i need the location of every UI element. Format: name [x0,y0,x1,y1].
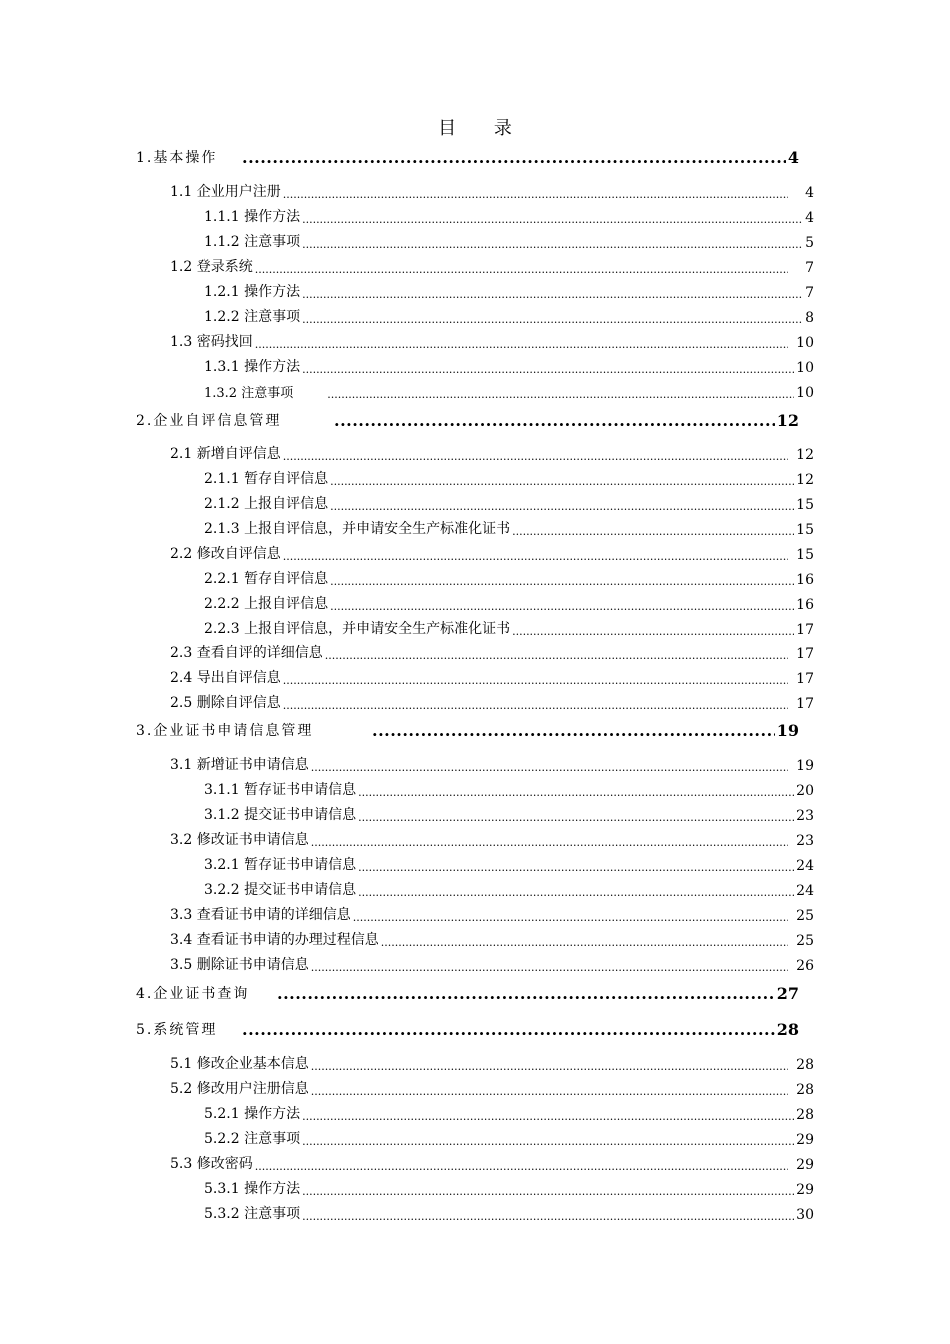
toc-sub-label: 5.2.1 操作方法 [204,1106,301,1122]
toc-sub-2-1-2[interactable] [204,494,814,513]
toc-leader [302,1210,794,1223]
toc-chapter-4[interactable] [136,983,799,1003]
toc-leader [353,911,788,924]
toc-chapter-label: 4.企业证书查询 [136,986,250,1002]
toc-page-number: 27 [776,984,799,1003]
toc-page-number: 12 [796,447,814,463]
toc-sub-5-3-1[interactable] [204,1179,814,1198]
toc-sub-label: 1.1.1 操作方法 [204,209,301,225]
toc-sub-label: 1.3.1 操作方法 [204,359,301,375]
toc-page-number: 4 [805,210,814,226]
toc-leader [512,625,794,638]
toc-page-number: 17 [796,696,814,712]
toc-section-2-5[interactable] [170,693,814,712]
toc-leader [302,288,803,301]
toc-leader [255,338,788,351]
toc-leader [512,525,794,538]
toc-section-5-3[interactable] [170,1154,814,1173]
toc-page-number: 28 [776,1020,799,1039]
toc-sub-label: 2.2.2 上报自评信息 [204,596,329,612]
toc-section-label: 3.3 查看证书申请的详细信息 [170,907,351,923]
toc-page-number: 17 [796,622,814,638]
toc-title: 目 录 [438,118,528,139]
toc-leader [330,475,794,488]
toc-leader [330,575,794,588]
toc-page-number: 30 [796,1207,814,1223]
toc-sub-label: 3.2.1 暂存证书申请信息 [204,857,357,873]
toc-leader [302,238,803,251]
toc-leader [255,263,788,276]
toc-sub-label: 1.1.2 注意事项 [204,234,301,250]
toc-section-3-2[interactable] [170,830,814,849]
toc-section-3-5[interactable] [170,955,814,974]
toc-page-number: 5 [805,235,814,251]
toc-sub-2-1-3[interactable] [204,519,814,538]
toc-chapter-label: 3.企业证书申请信息管理 [136,723,314,739]
toc-page-number: 24 [796,883,814,899]
toc-page-number: 26 [796,958,814,974]
toc-page-number: 16 [796,572,814,588]
toc-sub-label: 5.3.1 操作方法 [204,1181,301,1197]
toc-page-number: 29 [796,1157,814,1173]
toc-section-label: 1.3 密码找回 [170,334,253,350]
toc-section-label: 3.1 新增证书申请信息 [170,757,309,773]
toc-sub-label: 1.3.2 注意事项 [204,386,294,401]
toc-page-number: 16 [796,597,814,613]
toc-leader [358,886,794,899]
toc-page-number: 15 [796,547,814,563]
toc-page-number: 29 [796,1132,814,1148]
toc-sub-label: 3.2.2 提交证书申请信息 [204,882,357,898]
toc-page-number: 8 [805,310,814,326]
toc-sub-2-2-3[interactable] [204,619,814,638]
toc-section-label: 3.4 查看证书申请的办理过程信息 [170,932,379,948]
toc-sub-2-2-2[interactable] [204,594,814,613]
toc-page-number: 29 [796,1182,814,1198]
toc-page-number: 25 [796,908,814,924]
toc-sub-1-2-1[interactable] [204,282,814,301]
toc-sub-3-2-1[interactable] [204,855,814,874]
toc-section-2-1[interactable] [170,444,814,463]
toc-page-number: 10 [796,385,814,401]
toc-leader [283,550,788,563]
toc-leader [255,1160,788,1173]
toc-page-number: 17 [796,646,814,662]
toc-sub-1-3-2[interactable] [204,382,814,401]
toc-section-label: 2.2 修改自评信息 [170,546,281,562]
toc-sub-1-3-1[interactable] [204,357,814,376]
toc-section-2-3[interactable] [170,643,814,662]
toc-sub-label: 3.1.2 提交证书申请信息 [204,807,357,823]
toc-leader [330,500,794,513]
toc-leader [381,936,788,949]
toc-sub-2-2-1[interactable] [204,569,814,588]
toc-leader [358,786,794,799]
toc-sub-label: 2.1.2 上报自评信息 [204,496,329,512]
toc-page-number: 4 [805,185,814,201]
toc-page-number: 7 [805,260,814,276]
toc-section-label: 1.1 企业用户注册 [170,184,281,200]
toc-leader [283,450,788,463]
toc-section-1-1[interactable] [170,182,814,201]
toc-leader [242,148,786,167]
toc-sub-1-1-1[interactable] [204,207,814,226]
toc-section-2-2[interactable] [170,544,814,563]
toc-section-label: 3.5 删除证书申请信息 [170,957,309,973]
toc-leader [302,313,803,326]
toc-leader [311,1085,788,1098]
toc-sub-label: 1.2.2 注意事项 [204,309,301,325]
toc-page-number: 10 [796,335,814,351]
toc-leader [277,984,775,1003]
toc-section-label: 3.2 修改证书申请信息 [170,832,309,848]
toc-page-number: 19 [796,758,814,774]
toc-section-1-3[interactable] [170,332,814,351]
toc-sub-1-1-2[interactable] [204,232,814,251]
toc-leader [283,699,788,712]
toc-section-label: 5.2 修改用户注册信息 [170,1081,309,1097]
toc-section-label: 2.4 导出自评信息 [170,670,281,686]
toc-chapter-3[interactable] [136,720,799,740]
toc-leader [311,836,788,849]
toc-page-number: 24 [796,858,814,874]
toc-page-number: 4 [787,148,799,167]
toc-section-label: 2.3 查看自评的详细信息 [170,645,323,661]
toc-leader [242,1020,775,1039]
toc-leader [283,674,788,687]
toc-section-label: 5.1 修改企业基本信息 [170,1056,309,1072]
toc-page-number: 12 [796,472,814,488]
toc-leader [372,721,775,740]
toc-page-number: 28 [796,1057,814,1073]
toc-chapter-2[interactable] [136,410,799,430]
toc-section-3-4[interactable] [170,930,814,949]
toc-section-5-2[interactable] [170,1079,814,1098]
toc-section-5-1[interactable] [170,1054,814,1073]
toc-leader [302,1185,794,1198]
toc-leader [283,188,788,201]
toc-sub-label: 1.2.1 操作方法 [204,284,301,300]
toc-leader [302,1135,794,1148]
toc-section-label: 1.2 登录系统 [170,259,253,275]
toc-page-number: 28 [796,1107,814,1123]
toc-page-number: 23 [796,808,814,824]
toc-leader [358,861,794,874]
toc-chapter-label: 1.基本操作 [136,150,218,166]
toc-page-number: 15 [796,522,814,538]
toc-sub-3-2-2[interactable] [204,880,814,899]
toc-leader [330,600,794,613]
toc-section-3-3[interactable] [170,905,814,924]
toc-page-number: 7 [805,285,814,301]
toc-section-label: 2.5 删除自评信息 [170,695,281,711]
toc-page-number: 12 [776,411,799,430]
toc-sub-label: 5.3.2 注意事项 [204,1206,301,1222]
toc-chapter-1[interactable] [136,147,799,167]
toc-leader [311,1060,788,1073]
toc-page-number: 17 [796,671,814,687]
toc-page-number: 23 [796,833,814,849]
toc-page-number: 15 [796,497,814,513]
toc-leader [327,388,794,401]
toc-sub-2-1-1[interactable] [204,469,814,488]
toc-sub-5-2-1[interactable] [204,1104,814,1123]
toc-leader [302,1110,794,1123]
toc-section-3-1[interactable] [170,755,814,774]
toc-chapter-label: 2.企业自评信息管理 [136,413,282,429]
toc-sub-5-2-2[interactable] [204,1129,814,1148]
toc-sub-label: 5.2.2 注意事项 [204,1131,301,1147]
toc-leader [311,961,788,974]
toc-section-label: 5.3 修改密码 [170,1156,253,1172]
toc-sub-label: 2.2.1 暂存自评信息 [204,571,329,587]
toc-sub-label: 3.1.1 暂存证书申请信息 [204,782,357,798]
toc-leader [325,649,788,662]
toc-section-label: 2.1 新增自评信息 [170,446,281,462]
toc-sub-1-2-2[interactable] [204,307,814,326]
toc-sub-3-1-1[interactable] [204,780,814,799]
toc-chapter-label: 5.系统管理 [136,1022,218,1038]
toc-section-1-2[interactable] [170,257,814,276]
toc-page-number: 28 [796,1082,814,1098]
toc-sub-label: 2.2.3 上报自评信息，并申请安全生产标准化证书 [204,621,511,637]
toc-leader [358,811,794,824]
toc-page-number: 20 [796,783,814,799]
toc-leader [302,363,794,376]
toc-page-number: 19 [776,721,799,740]
toc-sub-label: 2.1.3 上报自评信息，并申请安全生产标准化证书 [204,521,511,537]
toc-leader [302,213,803,226]
toc-leader [334,411,775,430]
toc-chapter-5[interactable] [136,1019,799,1039]
toc-page-number: 25 [796,933,814,949]
toc-sub-3-1-2[interactable] [204,805,814,824]
toc-sub-label: 2.1.1 暂存自评信息 [204,471,329,487]
toc-sub-5-3-2[interactable] [204,1204,814,1223]
toc-page-number: 10 [796,360,814,376]
toc-leader [311,761,788,774]
toc-section-2-4[interactable] [170,668,814,687]
